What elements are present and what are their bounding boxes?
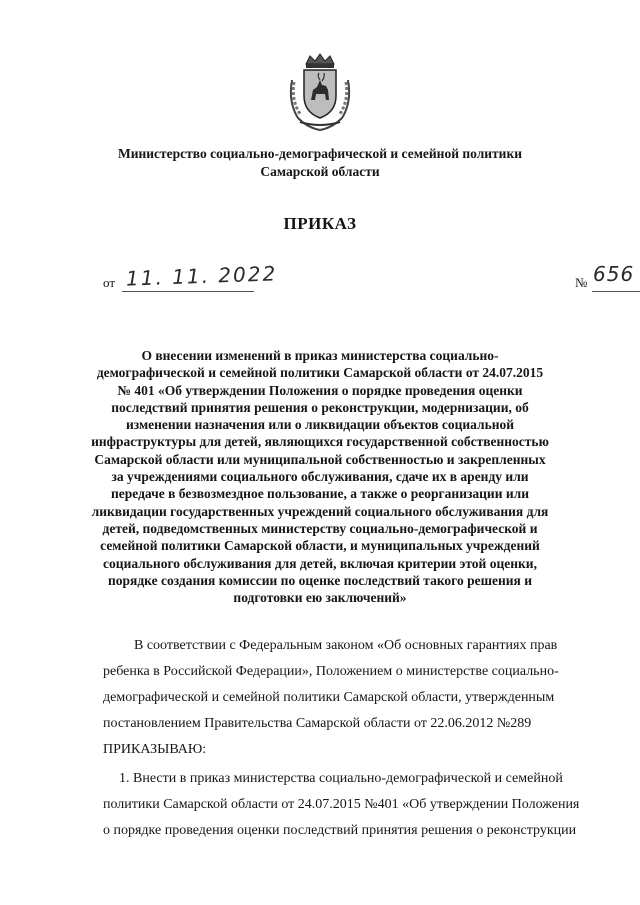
handwritten-date: 11. 11. 2022 — [125, 261, 278, 291]
date-label: от — [103, 275, 116, 290]
body-line: постановлением Правительства Самарской области от 22.06.2012 №289 — [103, 716, 532, 731]
subject-line: передаче в безвозмездное пользование, а также о реорганизации или — [111, 486, 529, 502]
handwritten-number: 656 — [593, 262, 635, 286]
coat-of-arms-emblem — [286, 52, 354, 132]
subject-line: подготовки ею заключений» — [233, 590, 407, 606]
body-line: В соответствии с Федеральным законом «Об основных гарантиях прав — [134, 638, 558, 653]
subject-line: социального обслуживания для детей, включая критерии этой оценки, — [103, 555, 537, 571]
body-line: о порядке проведения оценки последствий принятия решения о реконструкции — [103, 823, 577, 838]
document-type-title: ПРИКАЗ — [283, 214, 357, 233]
subject-line: последствий принятия решения о реконструкции, модернизации, об — [111, 399, 529, 415]
subject-line: № 401 «Об утверждении Положения о порядке проведения оценки — [117, 382, 523, 398]
ministry-name: Министерство социально-демографической и семейной политики — [117, 146, 523, 161]
body-line: демографической и семейной политики Самарской области, утвержденным — [103, 690, 555, 705]
subject-line: детей, подведомственных министерству социально-демографической и — [102, 520, 538, 536]
ministry-region: Самарской области — [260, 164, 380, 179]
order-subject — [0, 347, 640, 606]
subject-line: инфраструктуры для детей, являющихся государственной собственностью — [91, 434, 549, 450]
subject-line: ликвидации государственных учреждений социального обслуживания для — [91, 503, 549, 519]
number-label: № — [575, 275, 588, 290]
subject-line: за учреждениями социального обслуживания, сдаче их в аренду или — [111, 469, 529, 485]
subject-line: демографической и семейной политики Самарской области от 24.07.2015 — [96, 365, 544, 381]
subject-line: семейной политики Самарской области, и муниципальных учреждений — [100, 538, 540, 554]
body-line: ребенка в Российской Федерации», Положением о министерстве социально- — [103, 664, 559, 679]
number-underline — [592, 291, 640, 292]
subject-line: изменении назначения или о ликвидации объектов социальной — [125, 417, 515, 433]
subject-line: О внесении изменений в приказ министерства социально- — [141, 348, 499, 363]
date-underline — [122, 291, 254, 292]
body-line: 1. Внести в приказ министерства социально-демографической и семейной — [119, 771, 563, 786]
body-line: политики Самарской области от 24.07.2015 №401 «Об утверждении Положения — [103, 797, 580, 812]
subject-line: порядке создания комиссии по оценке последствий такого решения и — [107, 572, 532, 588]
subject-line: Самарской области или муниципальной собственностью и закрепленных — [94, 451, 546, 467]
order-keyword: ПРИКАЗЫВАЮ: — [103, 742, 207, 757]
